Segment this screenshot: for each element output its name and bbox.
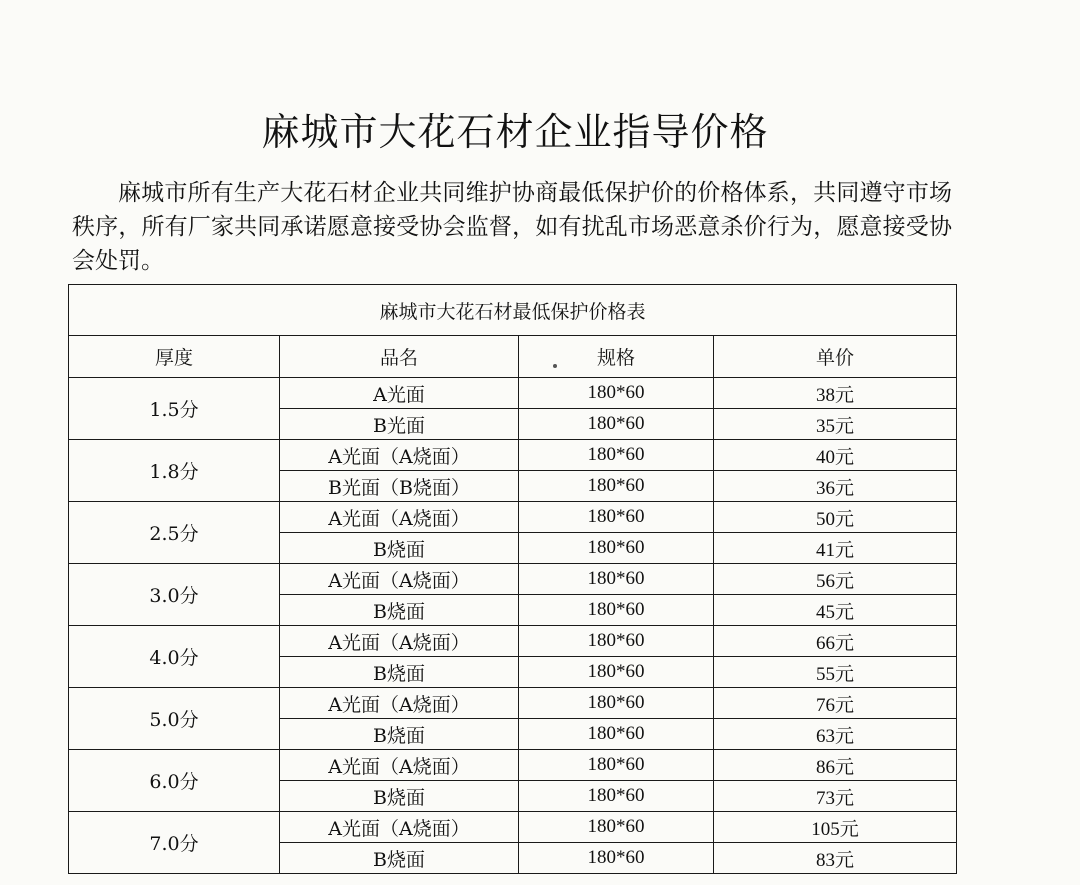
spec-cell: 180*60 [519,564,714,595]
price-cell: 35元 [714,409,957,440]
product-name-cell: A光面（A烧面） [280,750,519,781]
product-name-cell: B烧面 [280,719,519,750]
thickness-cell: 1.8分 [69,440,280,502]
thickness-cell: 6.0分 [69,750,280,812]
price-cell: 105元 [714,812,957,843]
price-cell: 56元 [714,564,957,595]
price-cell: 36元 [714,471,957,502]
header-thickness: 厚度 [69,336,280,378]
price-cell: 38元 [714,378,957,409]
thickness-cell: 3.0分 [69,564,280,626]
table-row [69,440,957,471]
thickness-cell: 1.5分 [69,378,280,440]
product-name-cell: A光面（A烧面） [280,626,519,657]
thickness-cell: 7.0分 [69,812,280,874]
price-cell: 66元 [714,626,957,657]
spec-cell: 180*60 [519,843,714,874]
spec-cell: 180*60 [519,657,714,688]
product-name-cell: A光面 [280,378,519,409]
product-name-cell: A光面（A烧面） [280,812,519,843]
product-name-cell: B烧面 [280,843,519,874]
spec-cell: 180*60 [519,440,714,471]
spec-cell: 180*60 [519,626,714,657]
table-row [69,812,957,843]
table-row [69,688,957,719]
product-name-cell: B烧面 [280,781,519,812]
table-body [69,378,957,874]
spec-cell: 180*60 [519,378,714,409]
product-name-cell: B光面（B烧面） [280,471,519,502]
table-row [69,564,957,595]
product-name-cell: A光面（A烧面） [280,688,519,719]
thickness-cell: 2.5分 [69,502,280,564]
price-cell: 50元 [714,502,957,533]
price-cell: 73元 [714,781,957,812]
thickness-cell: 5.0分 [69,688,280,750]
product-name-cell: A光面（A烧面） [280,440,519,471]
table-row [69,626,957,657]
product-name-cell: B烧面 [280,533,519,564]
price-cell: 76元 [714,688,957,719]
product-name-cell: A光面（A烧面） [280,564,519,595]
header-price: 单价 [714,336,957,378]
product-name-cell: B光面 [280,409,519,440]
spec-cell: 180*60 [519,750,714,781]
scan-speck [553,364,557,368]
table-row [69,378,957,409]
table-caption: 麻城市大花石材最低保护价格表 [69,285,957,336]
spec-cell: 180*60 [519,595,714,626]
spec-cell: 180*60 [519,502,714,533]
product-name-cell: B烧面 [280,595,519,626]
intro-paragraph: 麻城市所有生产大花石材企业共同维护协商最低保护价的价格体系，共同遵守市场秩序，所有厂家共同承诺愿意接受协会监督，如有扰乱市场恶意杀价行为，愿意接受协会处罚。 [72,180,952,274]
spec-cell: 180*60 [519,409,714,440]
table-row [69,750,957,781]
spec-cell: 180*60 [519,719,714,750]
spec-cell: 180*60 [519,533,714,564]
header-spec: 规格 [519,336,714,378]
price-cell: 45元 [714,595,957,626]
spec-cell: 180*60 [519,471,714,502]
price-cell: 40元 [714,440,957,471]
product-name-cell: A光面（A烧面） [280,502,519,533]
price-cell: 86元 [714,750,957,781]
thickness-cell: 4.0分 [69,626,280,688]
price-cell: 41元 [714,533,957,564]
price-table [68,284,957,874]
spec-cell: 180*60 [519,781,714,812]
price-cell: 55元 [714,657,957,688]
spec-cell: 180*60 [519,812,714,843]
document-title: 麻城市大花石材企业指导价格 [261,110,769,154]
table-row [69,502,957,533]
price-cell: 63元 [714,719,957,750]
header-name: 品名 [280,336,519,378]
spec-cell: 180*60 [519,688,714,719]
product-name-cell: B烧面 [280,657,519,688]
price-cell: 83元 [714,843,957,874]
